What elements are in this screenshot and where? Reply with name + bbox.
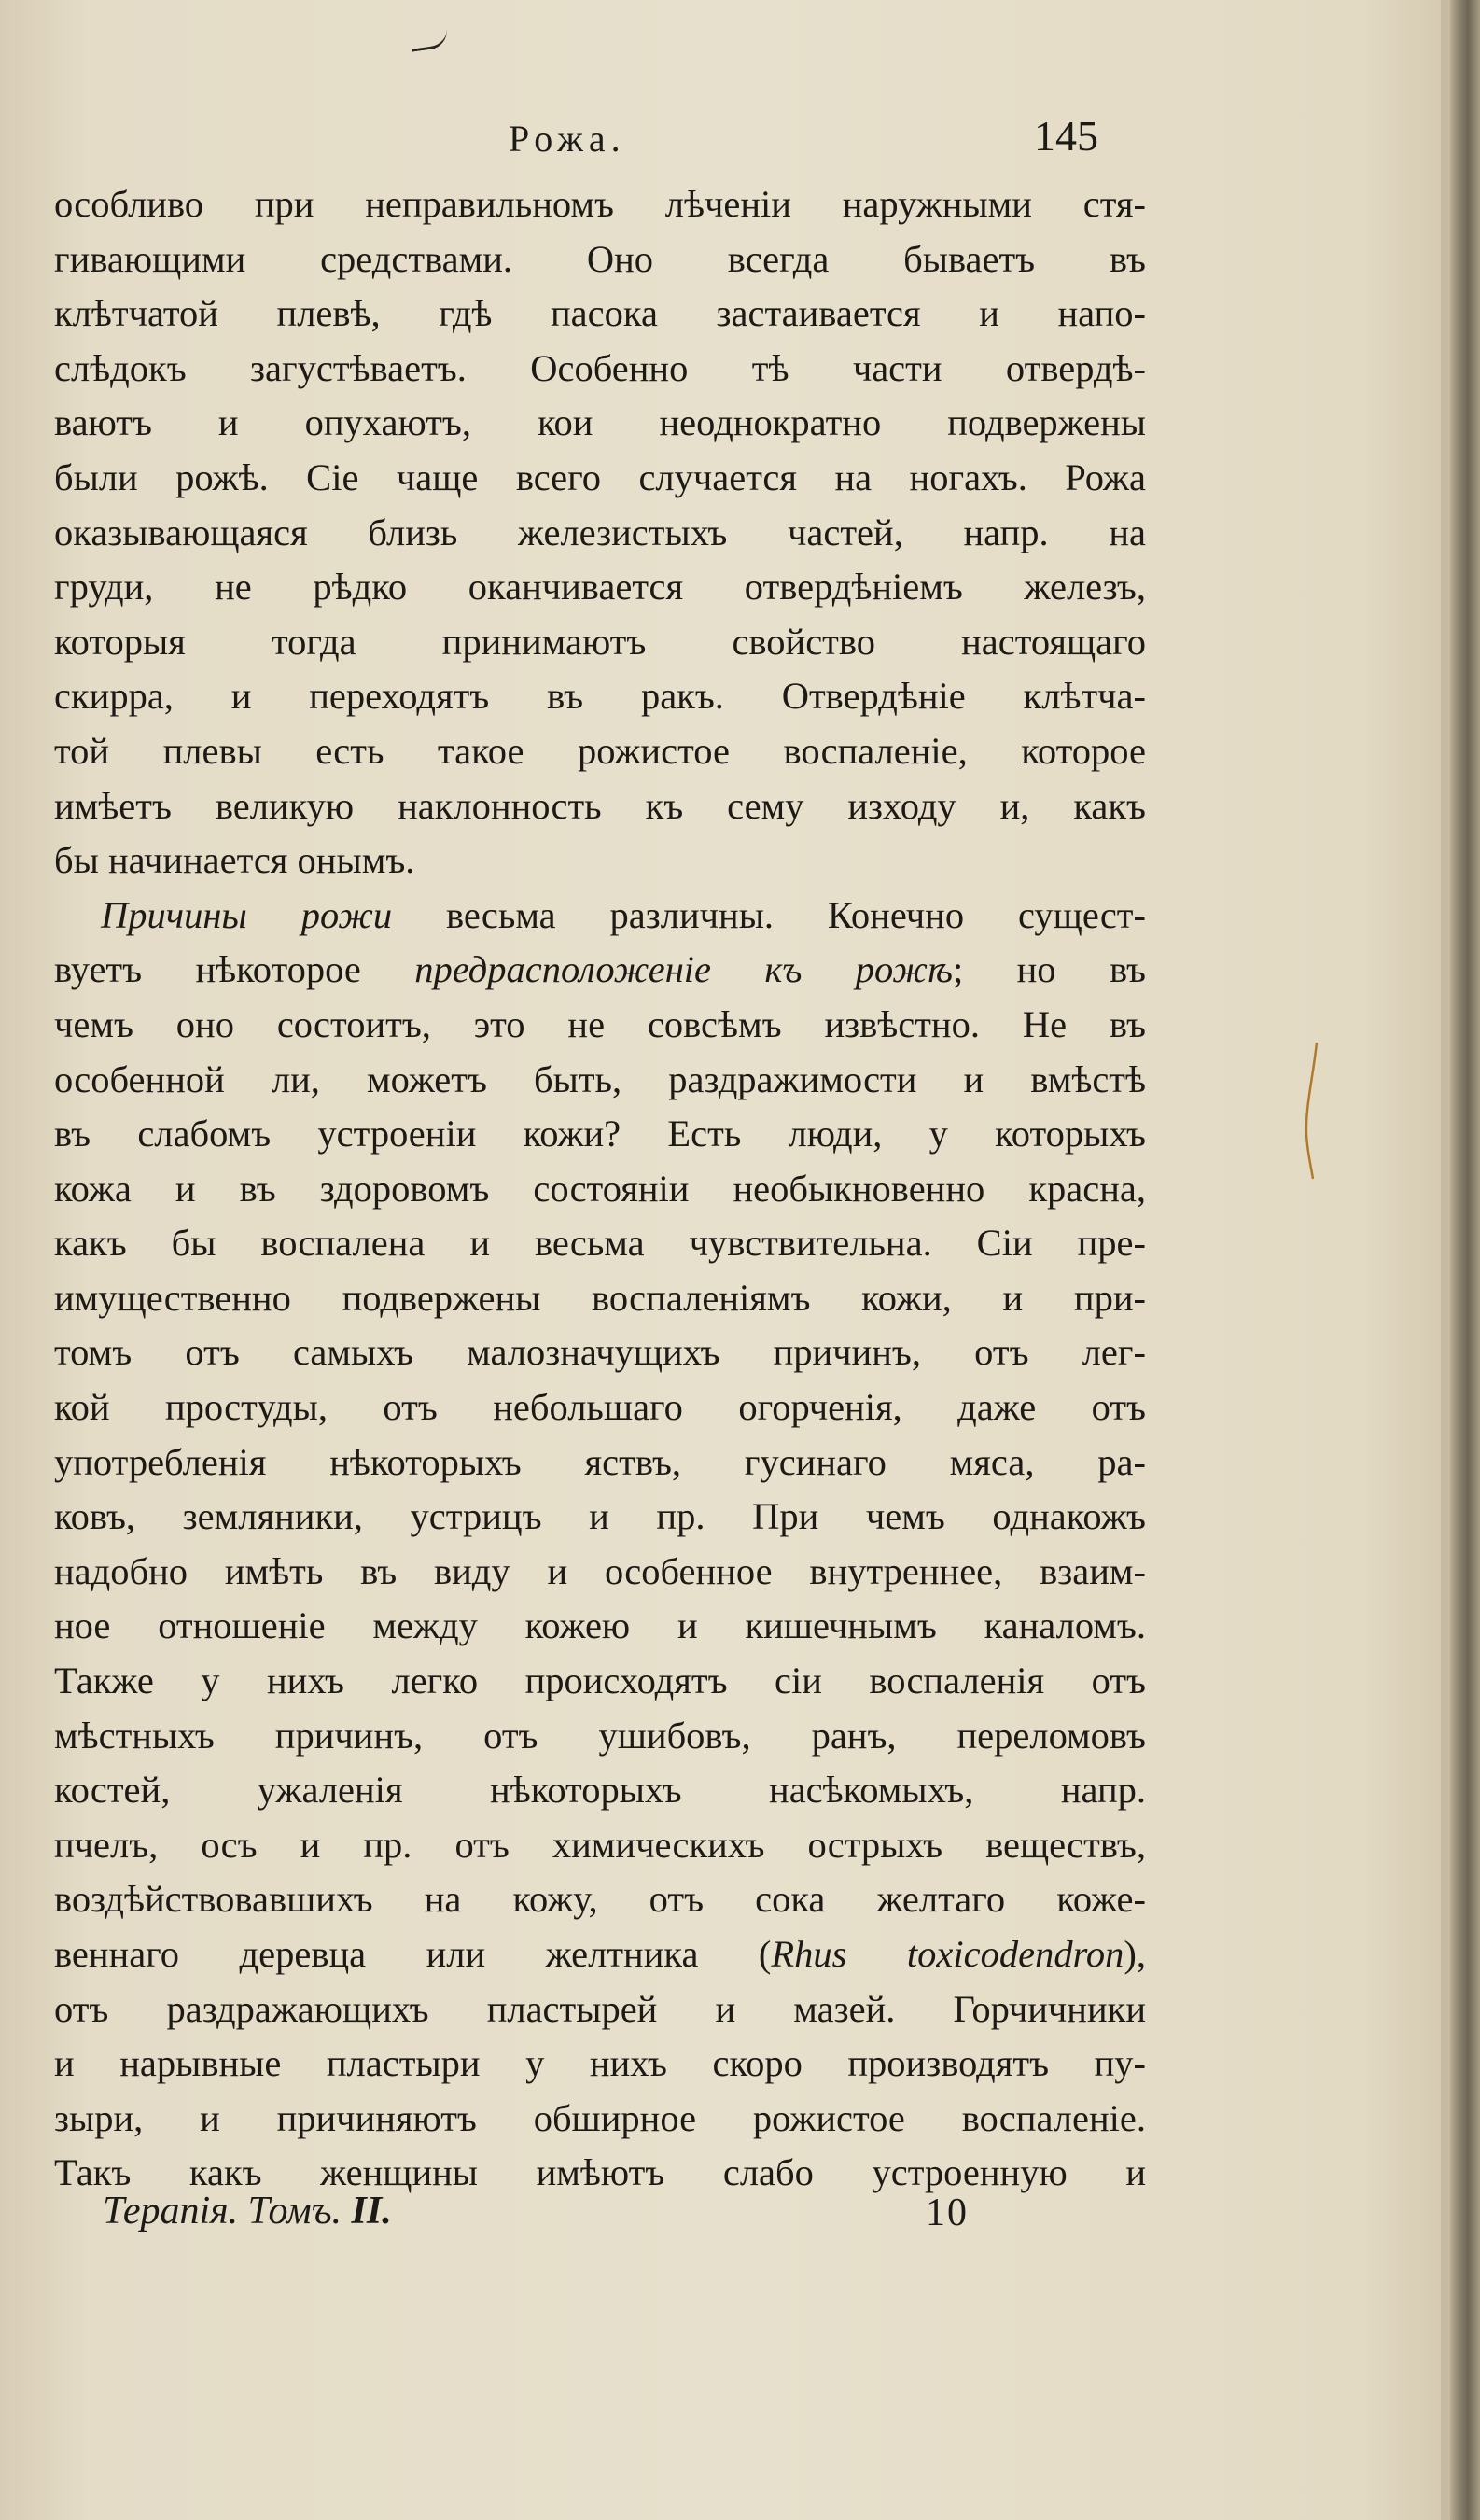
text-line: Такъ какъ женщины имѣютъ слабо устроенную и xyxy=(54,2151,1146,2194)
body-text xyxy=(54,177,1146,2201)
paragraph-start xyxy=(54,889,1146,944)
text-span: ; но въ xyxy=(952,948,1146,991)
text-line: воздѣйствовавшихъ на кожу, отъ сока желтаго коже- xyxy=(54,1878,1146,1921)
page-footer xyxy=(0,2189,1480,2254)
text-span: вуетъ нѣкоторое xyxy=(54,948,415,991)
signature-text: Терапія. Томъ. xyxy=(103,2190,342,2233)
text-line: бы начинается онымъ. xyxy=(54,839,415,882)
running-head: Рожа. xyxy=(509,118,626,160)
margin-pencil-mark xyxy=(1302,1041,1320,1181)
text-line: клѣтчатой плевѣ, гдѣ пасока застаивается и напо- xyxy=(54,292,1146,335)
text-line: имущественно подвержены воспаленіямъ кожи, и при- xyxy=(54,1276,1146,1319)
text-line: которыя тогда принимаютъ свойство настоящаго xyxy=(54,620,1146,663)
text-line: употребленія нѣкоторыхъ яствъ, гусинаго мяса, ра- xyxy=(54,1440,1146,1483)
text-line: зыри, и причиняютъ обширное рожистое воспаленіе. xyxy=(54,2096,1146,2139)
text-line: какъ бы воспалена и весьма чувствительна. Сіи пре- xyxy=(54,1222,1146,1265)
page-edge xyxy=(1441,0,1450,2520)
text-line: и нарывные пластыри у нихъ скоро производятъ пу- xyxy=(54,2042,1146,2085)
text-span: весьма различны. Конечно сущест- xyxy=(392,893,1146,936)
sheet-number: 10 xyxy=(926,2191,969,2234)
text-line xyxy=(54,1927,1146,1982)
text-line: особенной ли, можетъ быть, раздражимости и вмѣстѣ xyxy=(54,1057,1146,1100)
text-line: оказывающаяся близь железистыхъ частей, напр. на xyxy=(54,511,1146,553)
text-line: костей, ужаленія нѣкоторыхъ насѣкомыхъ, напр. xyxy=(54,1769,1146,1812)
text-line: имѣетъ великую наклонность къ сему изходу и, какъ xyxy=(54,784,1146,827)
spine-shadow xyxy=(1450,0,1480,2520)
text-line: томъ отъ самыхъ малозначущихъ причинъ, отъ лег- xyxy=(54,1331,1146,1374)
text-line: Также у нихъ легко происходятъ сіи воспаленія отъ xyxy=(54,1659,1146,1702)
italic-phrase: предрасположеніе къ рожѣ xyxy=(414,948,953,991)
text-line: кожа и въ здоровомъ состояніи необыкновенно красна, xyxy=(54,1167,1146,1210)
text-line: отъ раздражающихъ пластырей и мазей. Горчичники xyxy=(54,1987,1146,2030)
italic-phrase: Причины рожи xyxy=(101,893,393,936)
text-line: ваютъ и опухаютъ, кои неоднократно подвержены xyxy=(54,401,1146,444)
text-line: скирра, и переходятъ въ ракъ. Отвердѣніе клѣтча- xyxy=(54,675,1146,718)
signature-volume: II. xyxy=(351,2190,392,2233)
text-line: ное отношеніе между кожею и кишечнымъ каналомъ. xyxy=(54,1604,1146,1647)
text-span: веннаго деревца или желтника ( xyxy=(54,1933,772,1975)
page-header xyxy=(0,112,1480,173)
text-line: кой простуды, отъ небольшаго огорченія, даже отъ xyxy=(54,1386,1146,1429)
text-line: мѣстныхъ причинъ, отъ ушибовъ, ранъ, переломовъ xyxy=(54,1714,1146,1757)
signature-mark xyxy=(103,2189,392,2233)
text-line: гивающими средствами. Оно всегда бываетъ въ xyxy=(54,237,1146,280)
text-line: ковъ, земляники, устрицъ и пр. При чемъ однакожъ xyxy=(54,1495,1146,1538)
ink-mark xyxy=(410,25,450,51)
text-line: въ слабомъ устроеніи кожи? Есть люди, у которыхъ xyxy=(54,1113,1146,1155)
text-line: той плевы есть такое рожистое воспаленіе, которое xyxy=(54,729,1146,772)
text-line: пчелъ, осъ и пр. отъ химическихъ острыхъ веществъ, xyxy=(54,1823,1146,1866)
text-line xyxy=(54,943,1146,998)
text-line: груди, не рѣдко оканчивается отвердѣніемъ железъ, xyxy=(54,566,1146,609)
text-span: ), xyxy=(1124,1933,1146,1975)
text-line: надобно имѣть въ виду и особенное внутреннее, взаим- xyxy=(54,1549,1146,1592)
text-line: слѣдокъ загустѣваетъ. Особенно тѣ части отвердѣ- xyxy=(54,346,1146,389)
page-number: 145 xyxy=(1034,112,1098,160)
text-line: чемъ оно состоитъ, это не совсѣмъ извѣстно. Не въ xyxy=(54,1002,1146,1045)
latin-term: Rhus toxicodendron xyxy=(771,1933,1124,1975)
text-line: особливо при неправильномъ лѣченіи наружными стя- xyxy=(54,183,1146,225)
text-line: были рожѣ. Сіе чаще всего случается на ногахъ. Рожа xyxy=(54,455,1146,498)
